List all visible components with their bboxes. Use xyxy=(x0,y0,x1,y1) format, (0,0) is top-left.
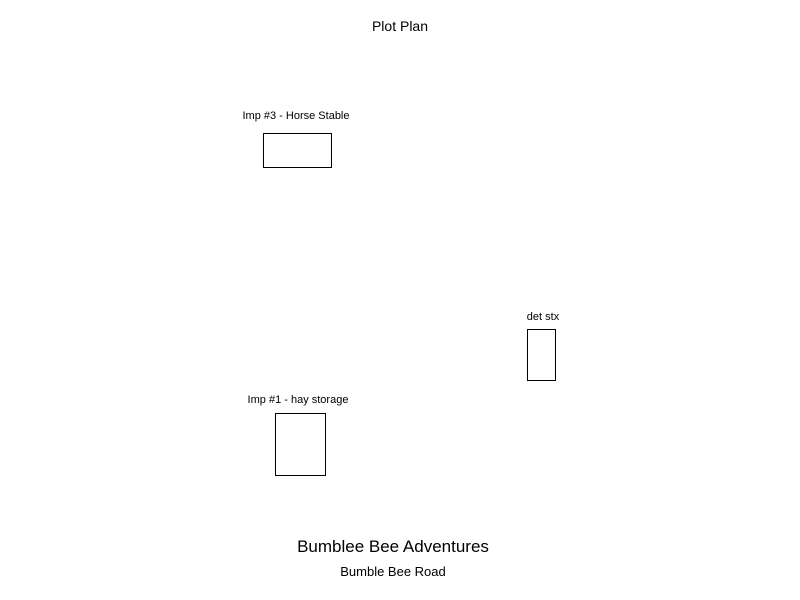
structure-hay-storage xyxy=(275,413,326,476)
structure-label-hay-storage: Imp #1 - hay storage xyxy=(247,394,349,406)
road-name: Bumble Bee Road xyxy=(340,564,446,579)
structure-horse-stable xyxy=(263,133,332,168)
structure-det-stx xyxy=(527,329,556,381)
structure-label-det-stx: det stx xyxy=(526,311,560,323)
structure-label-horse-stable: Imp #3 - Horse Stable xyxy=(242,110,350,122)
property-name: Bumblee Bee Adventures xyxy=(297,537,489,556)
plot-plan-title: Plot Plan xyxy=(371,18,429,34)
